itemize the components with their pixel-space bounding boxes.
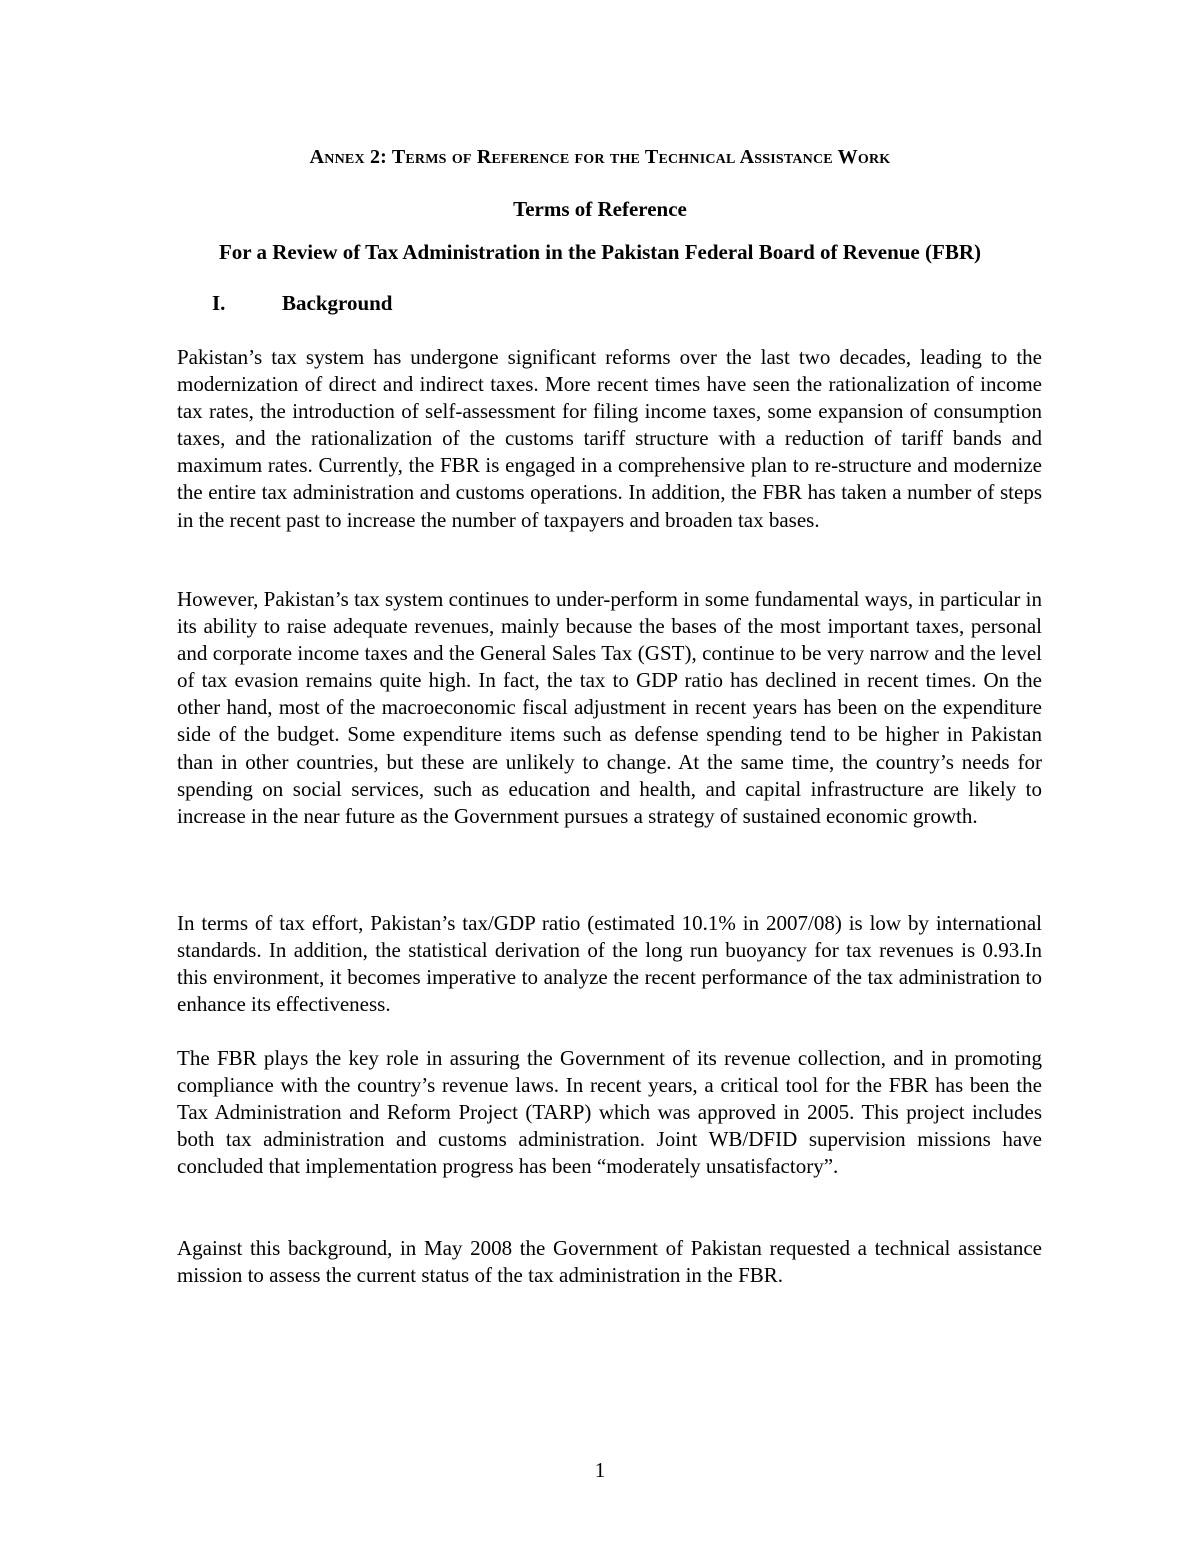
section-title: Background: [282, 291, 393, 315]
paragraph: In terms of tax effort, Pakistan’s tax/GDP ratio (estimated 10.1% in 2007/08) is low by international standards. In addition, the statistical derivation of the long run buoyancy for tax revenues is 0.93.In this environment, it becomes imperative to analyze the recent performance of the tax administration to enhance its effectiveness.: [177, 911, 1042, 1017]
paragraph: Pakistan’s tax system has undergone significant reforms over the last two decades, leading to the modernization of direct and indirect taxes. More recent times have seen the rationalization of income tax rates, the introduction of self-assessment for filing income taxes, some expansion of consumption taxes, and the rationalization of the customs tariff structure with a reduction of tariff bands and maximum rates. Currently, the FBR is engaged in a comprehensive plan to re-structure and modernize the entire tax administration and customs operations. In addition, the FBR has taken a number of steps in the recent past to increase the number of taxpayers and broaden tax bases.: [177, 345, 1042, 532]
section-number: I.: [212, 291, 226, 315]
tor-subtitle: For a Review of Tax Administration in the Pakistan Federal Board of Revenue (FBR): [218, 240, 981, 264]
paragraph: However, Pakistan’s tax system continues to under-perform in some fundamental ways, in particular in its ability to raise adequate revenues, mainly because the bases of the most important taxes, personal and corporate income taxes and the General Sales Tax (GST), continue to be very narrow and the level of tax evasion remains quite high. In fact, the tax to GDP ratio has declined in recent times. On the other hand, most of the macroeconomic fiscal adjustment in recent years has been on the expenditure side of the budget. Some expenditure items such as defense spending tend to be higher in Pakistan than in other countries, but these are unlikely to change. At the same time, the country’s needs for spending on social services, such as education and health, and capital infrastructure are likely to increase in the near future as the Government pursues a strategy of sustained economic growth.: [177, 587, 1042, 828]
annex-title: Annex 2: Terms of Reference for the Technical Assistance Work: [309, 146, 891, 168]
paragraph: Against this background, in May 2008 the Government of Pakistan requested a technical assistance mission to assess the current status of the tax administration in the FBR.: [177, 1236, 1042, 1288]
paragraph: The FBR plays the key role in assuring the Government of its revenue collection, and in promoting compliance with the country’s revenue laws. In recent years, a critical tool for the FBR has been the Tax Administration and Reform Project (TARP) which was approved in 2005. This project includes both tax administration and customs administration. Joint WB/DFID supervision missions have concluded that implementation progress has been “moderately unsatisfactory”.: [177, 1046, 1042, 1179]
tor-title: Terms of Reference: [513, 197, 687, 221]
section-heading: [212, 291, 393, 316]
page-number: 1: [594, 1458, 606, 1482]
